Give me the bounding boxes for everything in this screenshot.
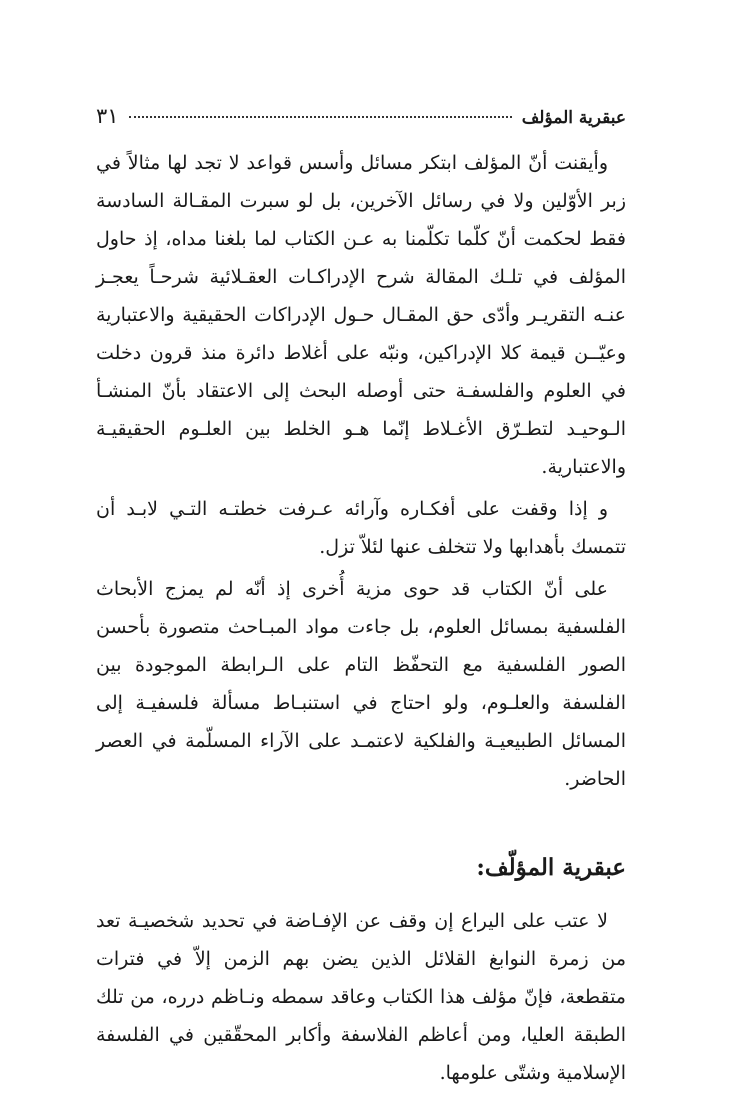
section-paragraph: لا عتب على اليراع إن وقف عن الإفـاضة في تحديد شخصيـة تعد من زمرة النوابغ القلائل الذين يضن بهم الزمن إلاّ في فترات متقطعة، فإنّ مؤلف هذا الكتاب وعاقد سمطه ونـاظم درره، من تلك الطبقة العليا، ومن أعاظم الفلاسفة وأكابر المحقّقين في الفلسفة الإسلامية وشتّى علومها. [96, 910, 626, 1084]
body-paragraph: وأيقنت أنّ المؤلف ابتكر مسائل وأسس قواعد لا تجد لها مثالاً في زبر الأوّلين ولا في رسائل الآخرين، بل لو سبرت المقـالة السادسة فقط لحكمت أنّ كلّما تكلّمنا به عـن الكتاب لما بلغنا مداه، إذ حاول المؤلف في تلـك المقالة شرح الإدراكـات العقـلائية شرحـاً يعجـز عنـه التقريـر وأدّى حق المقـال حـول الإدراكات الحقيقية والاعتبارية وعيّــن قيمة كلا الإدراكين، ونبّه على أغلاط دائرة منذ قرون دخلت في العلوم والفلسفـة حتى أوصله البحث إلى الاعتقاد بأنّ المنشـأ الـوحيـد لتطـرّق الأغـلاط إنّما هـو الخلط بين العلـوم الحقيقيـة والاعتبارية. [96, 152, 626, 478]
section-heading: عبقرية المؤلّف: [476, 854, 626, 881]
running-head [96, 104, 626, 138]
body-paragraph: و إذا وقفت على أفكـاره وآرائه عـرفت خطتـه التـي لابـد أن تتمسك بأهدابها ولا تتخلف عنها لئلاّ تزل. [96, 498, 626, 558]
running-head-title: عبقرية المؤلف [521, 108, 626, 128]
dotted-leader [129, 116, 512, 118]
body-paragraph: على أنّ الكتاب قد حوى مزية أُخرى إذ أنّه لم يمزج الأبحاث الفلسفية بمسائل العلوم، بل جاءت مواد المبـاحث متصورة بأحسن الصور الفلسفية مع التحفّظ التام على الـرابطة الموجودة بين الفلسفة والعلـوم، ولو احتاج في استنبـاط مسألة فلسفيـة إلى المسائل الطبيعيـة والفلكية لاعتمـد على الآراء المسلّمة في العصر الحاضر. [96, 578, 626, 790]
page-number: ٣١ [96, 104, 119, 128]
book-page [96, 104, 626, 1092]
